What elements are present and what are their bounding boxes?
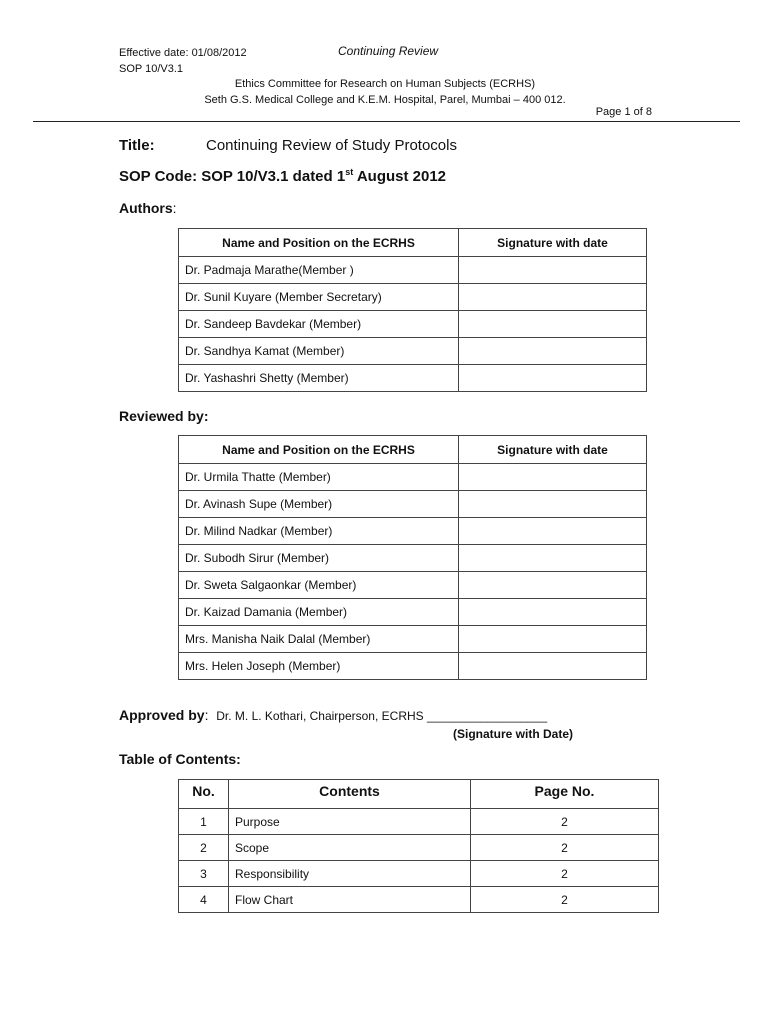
document-title: Continuing Review of Study Protocols xyxy=(206,137,457,154)
table-row xyxy=(179,653,647,680)
table-row xyxy=(179,572,647,599)
signature-cell[interactable] xyxy=(459,491,647,518)
reviewer-name: Dr. Urmila Thatte (Member) xyxy=(179,464,459,491)
toc-table xyxy=(178,779,659,913)
signature-note: (Signature with Date) xyxy=(453,727,574,741)
page-indicator: Page 1 of 8 xyxy=(595,106,652,118)
table-header-row xyxy=(179,229,647,257)
table-header-row xyxy=(179,780,659,809)
reviewer-name: Dr. Sweta Salgaonkar (Member) xyxy=(179,572,459,599)
table-row xyxy=(179,365,647,392)
table-row xyxy=(179,887,659,913)
reviewer-name: Dr. Avinash Supe (Member) xyxy=(179,491,459,518)
toc-page: 2 xyxy=(471,809,659,835)
authors-signature-header: Signature with date xyxy=(459,229,647,257)
reviewed-heading: Reviewed by: xyxy=(119,408,209,424)
toc-number: 3 xyxy=(179,861,229,887)
toc-entry: Purpose xyxy=(229,809,471,835)
toc-page: 2 xyxy=(471,835,659,861)
table-row xyxy=(179,257,647,284)
authors-heading xyxy=(119,200,177,216)
table-row xyxy=(179,861,659,887)
header-divider xyxy=(33,121,740,122)
signature-cell[interactable] xyxy=(459,653,647,680)
approved-by xyxy=(119,707,547,723)
author-name: Dr. Sandhya Kamat (Member) xyxy=(179,338,459,365)
signature-cell[interactable] xyxy=(459,284,647,311)
table-row xyxy=(179,599,647,626)
approver-name: Dr. M. L. Kothari, Chairperson, ECRHS __________________ xyxy=(216,709,548,723)
table-row xyxy=(179,518,647,545)
reviewer-name: Dr. Milind Nadkar (Member) xyxy=(179,518,459,545)
header-left xyxy=(119,45,247,77)
table-row xyxy=(179,491,647,518)
reviewers-name-header: Name and Position on the ECRHS xyxy=(179,436,459,464)
signature-cell[interactable] xyxy=(459,365,647,392)
toc-page-header: Page No. xyxy=(471,780,659,809)
reviewers-table xyxy=(178,435,647,680)
table-row xyxy=(179,545,647,572)
committee-address: Seth G.S. Medical College and K.E.M. Hospital, Parel, Mumbai – 400 012. xyxy=(204,94,566,106)
signature-cell[interactable] xyxy=(459,257,647,284)
reviewer-name: Mrs. Manisha Naik Dalal (Member) xyxy=(179,626,459,653)
reviewer-name: Mrs. Helen Joseph (Member) xyxy=(179,653,459,680)
signature-cell[interactable] xyxy=(459,599,647,626)
signature-cell[interactable] xyxy=(459,311,647,338)
authors-label: Authors xyxy=(119,200,173,216)
signature-cell[interactable] xyxy=(459,626,647,653)
table-row xyxy=(179,338,647,365)
table-row xyxy=(179,284,647,311)
sop-code-prefix: SOP Code: SOP 10/V3.1 dated 1 xyxy=(119,168,346,185)
toc-entry: Responsibility xyxy=(229,861,471,887)
author-name: Dr. Yashashri Shetty (Member) xyxy=(179,365,459,392)
reviewer-name: Dr. Kaizad Damania (Member) xyxy=(179,599,459,626)
title-label: Title: xyxy=(119,137,155,154)
authors-table xyxy=(178,228,647,392)
sop-version: SOP 10/V3.1 xyxy=(119,63,184,75)
table-row xyxy=(179,464,647,491)
table-row xyxy=(179,626,647,653)
author-name: Dr. Sunil Kuyare (Member Secretary) xyxy=(179,284,459,311)
reviewer-name: Dr. Subodh Sirur (Member) xyxy=(179,545,459,572)
toc-heading: Table of Contents: xyxy=(119,751,241,767)
toc-number: 4 xyxy=(179,887,229,913)
toc-page: 2 xyxy=(471,887,659,913)
sop-code xyxy=(119,167,446,185)
toc-number: 2 xyxy=(179,835,229,861)
author-name: Dr. Sandeep Bavdekar (Member) xyxy=(179,311,459,338)
toc-entry: Scope xyxy=(229,835,471,861)
table-row xyxy=(179,311,647,338)
signature-cell[interactable] xyxy=(459,518,647,545)
toc-page: 2 xyxy=(471,861,659,887)
authors-name-header: Name and Position on the ECRHS xyxy=(179,229,459,257)
signature-cell[interactable] xyxy=(459,545,647,572)
toc-no-header: No. xyxy=(179,780,229,809)
signature-cell[interactable] xyxy=(459,572,647,599)
toc-number: 1 xyxy=(179,809,229,835)
table-header-row xyxy=(179,436,647,464)
reviewers-signature-header: Signature with date xyxy=(459,436,647,464)
committee-name: Ethics Committee for Research on Human Subjects (ECRHS) xyxy=(234,78,536,90)
sop-code-suffix: August 2012 xyxy=(353,168,447,185)
author-name: Dr. Padmaja Marathe(Member ) xyxy=(179,257,459,284)
table-row xyxy=(179,835,659,861)
table-row xyxy=(179,809,659,835)
approved-colon: : xyxy=(204,707,209,723)
signature-cell[interactable] xyxy=(459,338,647,365)
signature-cell[interactable] xyxy=(459,464,647,491)
committee-info xyxy=(0,76,770,108)
running-title: Continuing Review xyxy=(338,44,439,58)
effective-date: Effective date: 01/08/2012 xyxy=(119,47,247,59)
approved-label: Approved by xyxy=(119,707,205,723)
toc-contents-header: Contents xyxy=(229,780,471,809)
sop-code-superscript: st xyxy=(345,167,354,177)
toc-entry: Flow Chart xyxy=(229,887,471,913)
authors-colon: : xyxy=(172,200,177,216)
